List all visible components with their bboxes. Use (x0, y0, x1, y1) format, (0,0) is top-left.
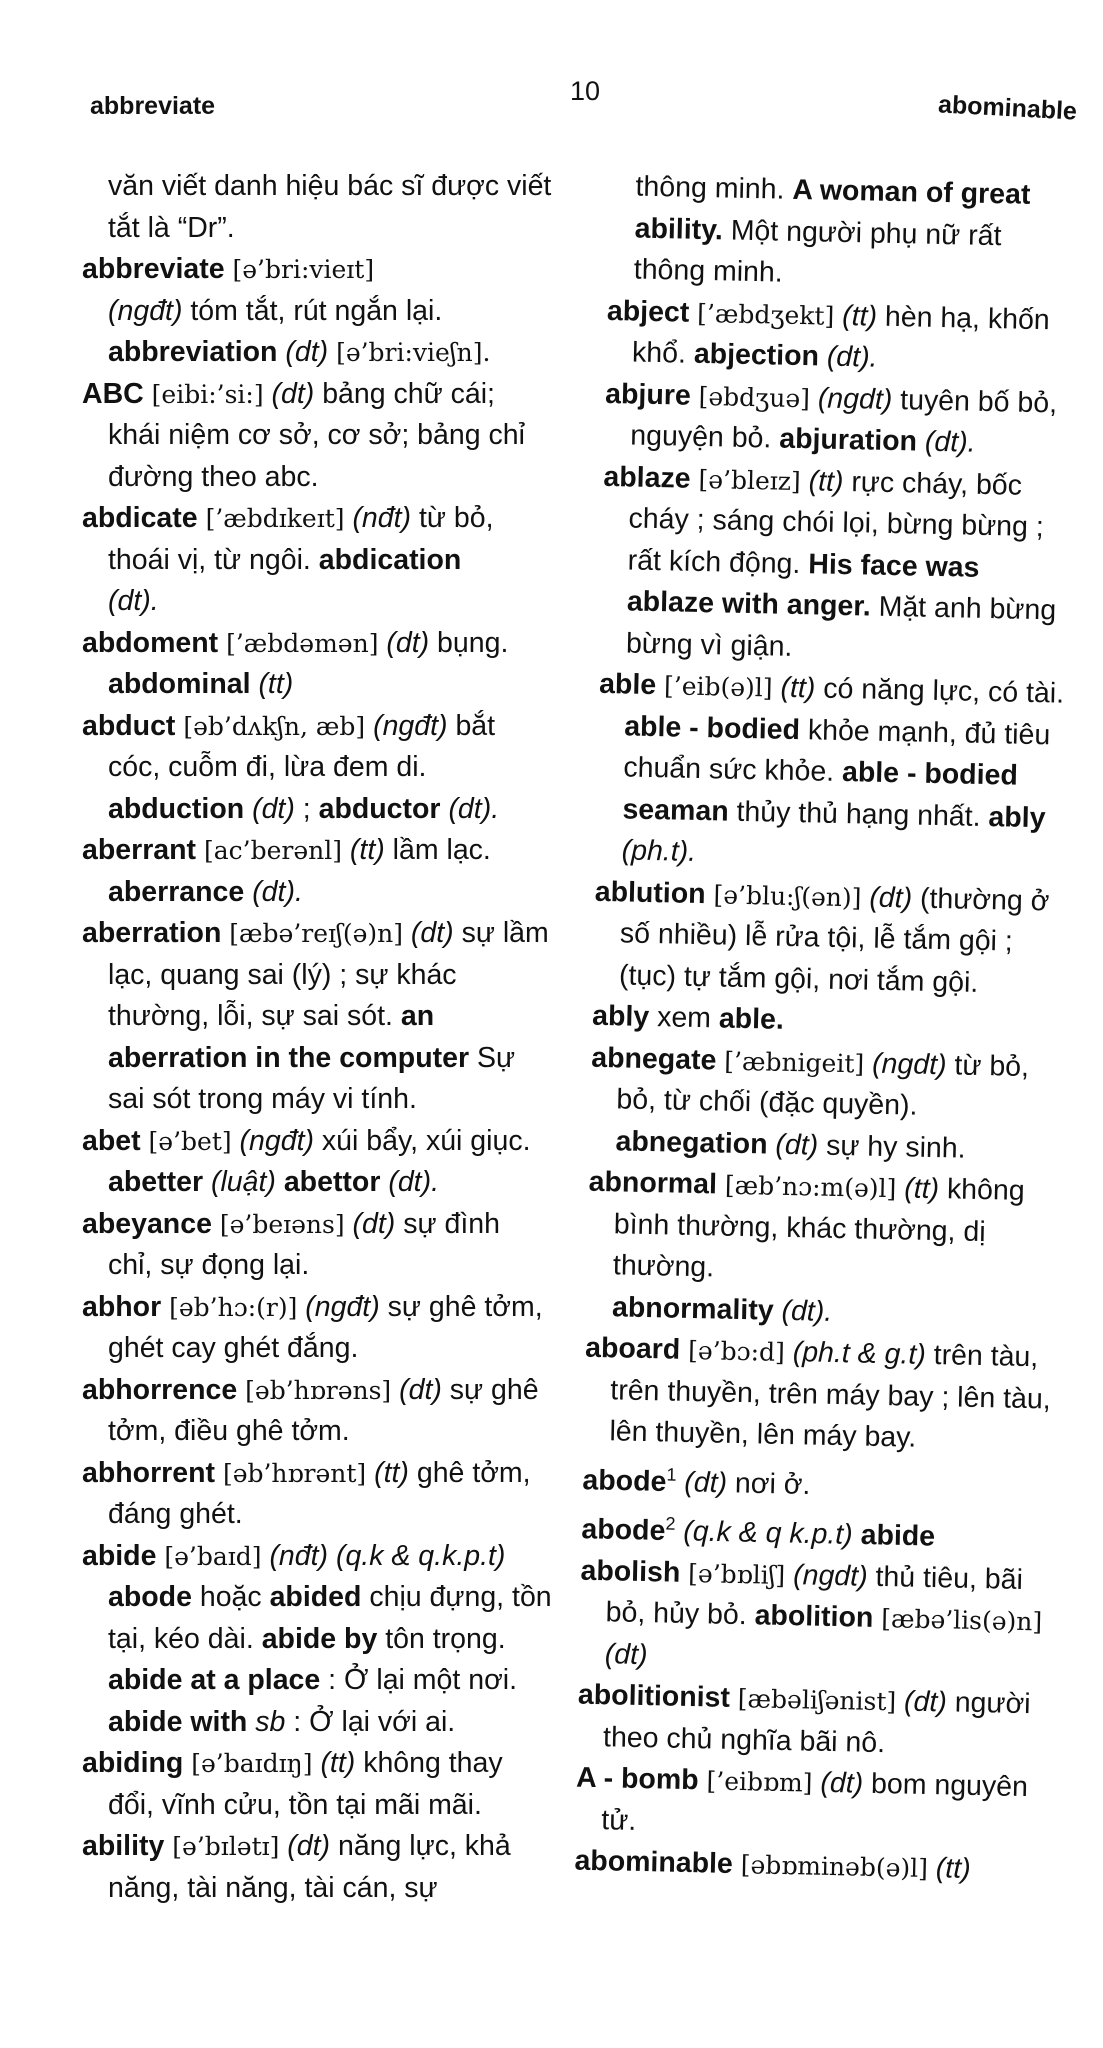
definition: nơi ở. (734, 1466, 811, 1501)
definition: hèn hạ, khốn khổ. (631, 300, 1051, 370)
pronunciation: [ə’bɔ:d] (687, 1335, 786, 1367)
entry-abbreviate (82, 249, 552, 374)
part-of-speech: (dt) (271, 377, 315, 410)
headword: abolitionist (577, 1678, 731, 1714)
headword: ability (82, 1830, 165, 1862)
pronunciation: [’æbdəmən] (226, 628, 379, 658)
entry-aboard (583, 1328, 1058, 1462)
pronunciation: [əbdʒuə] (698, 381, 811, 413)
definition: (thường ở số nhiều) lễ rửa tội, lễ tắm gội ; (tục) tự tắm gội, nơi tắm gội. (618, 882, 1050, 999)
definition: từ bỏ, thoái vị, từ ngôi. (108, 502, 494, 576)
definition: bụng. (437, 626, 509, 659)
entry-aberration (82, 913, 552, 1121)
entry-ablution (593, 871, 1068, 1005)
part-of-speech: (dt) (287, 1830, 331, 1862)
pronunciation: [’eib(ə)l] (663, 671, 773, 703)
example-translation: Sự sai sót trong máy vi tính. (108, 1041, 516, 1115)
part-of-speech: (tt) (374, 1456, 409, 1489)
part-of-speech: (tt) (935, 1852, 972, 1885)
part-of-speech: (tt) (903, 1172, 940, 1206)
example-translation: Một người phụ nữ rất thông minh. (633, 213, 1002, 289)
entry-abhorrent (82, 1453, 552, 1536)
pronunciation: [ə’baɪdɪŋ] (191, 1749, 313, 1778)
pronunciation: [ə’bri:vieʃn]. (336, 338, 491, 367)
pronunciation: [æbə’reɪʃ(ə)n] (229, 919, 403, 948)
definition: lầm lạc. (392, 834, 491, 866)
part-of-speech: (ph.t). (621, 834, 697, 868)
pronunciation: [ə’bet] (148, 1126, 232, 1156)
homonym-number: 1 (666, 1463, 677, 1485)
sub-entry-abduction (82, 789, 552, 831)
definition: không thay đổi, vĩnh cửu, tồn tại mãi mãi. (108, 1747, 503, 1821)
example-phrase: able - bodied (623, 709, 801, 746)
sub-headword: abolition (754, 1599, 874, 1634)
part-of-speech: (ngdt) (817, 381, 893, 416)
example-phrase: His face was ablaze with anger. (626, 547, 980, 623)
part-of-speech: (dt). (924, 425, 976, 459)
part-of-speech: (nđt) (352, 502, 412, 534)
definition: có năng lực, có tài. (822, 672, 1065, 710)
definition: bom nguyên tử. (601, 1767, 1029, 1837)
entry-abhor (82, 1287, 552, 1370)
headword: abominable (574, 1844, 734, 1880)
part-of-speech: (ngđt) (305, 1290, 380, 1323)
definition: tuyên bố bỏ, nguyện bỏ. (630, 383, 1058, 455)
headword: abode (582, 1463, 667, 1498)
headword: abet (82, 1124, 141, 1157)
definition: thủ tiêu, bãi bỏ, hủy bỏ. (605, 1560, 1024, 1632)
entry-abeyance (82, 1204, 552, 1287)
sub-entry-aberrance (82, 872, 552, 914)
part-of-speech: (tt) (780, 671, 816, 705)
part-of-speech: (ph.t & g.t) (792, 1336, 927, 1371)
part-of-speech: (tt) (349, 834, 385, 866)
headword: abode (581, 1512, 666, 1547)
pronunciation: [ə’bleɪz] (698, 464, 802, 496)
conjunction: hoặc (191, 1581, 270, 1613)
pronunciation: [əb’dʌkʃn, æb] (183, 711, 366, 741)
part-of-speech: (nđt) (q.k & q.k.p.t) (269, 1539, 506, 1572)
headword: abnegate (590, 1041, 717, 1076)
pronunciation: [ə’bri:vieɪt] (232, 255, 375, 284)
entry-continuation (607, 166, 1082, 300)
headword: abhorrence (82, 1373, 238, 1406)
entry-abdoment (82, 623, 552, 665)
pronunciation: [ə’baɪd] (164, 1541, 262, 1571)
entry-abolitionist (577, 1675, 1051, 1768)
definition: bảng chữ cái; khái niệm cơ sở, cơ sở; bảng chỉ đường theo abc. (108, 377, 525, 493)
cross-reference: able. (718, 1002, 785, 1036)
pronunciation: [’æbdʒekt] (696, 298, 835, 331)
headword: ablaze (603, 460, 691, 495)
entry-abolish (578, 1550, 1053, 1684)
entry-abjure (604, 373, 1078, 466)
cross-reference: abide (860, 1518, 936, 1553)
sub-headword: abdication (318, 543, 462, 576)
entry-abide (82, 1536, 552, 1744)
pronunciation: [’æbdɪkeɪt] (205, 504, 345, 533)
part-of-speech: (dt). (826, 340, 878, 374)
part-of-speech: (dt). (781, 1294, 833, 1328)
part-of-speech: (q.k & q k.p.t) (682, 1514, 854, 1551)
headword: A - bomb (575, 1761, 699, 1797)
sub-headword: abdominal (108, 668, 251, 700)
headword: aboard (584, 1331, 681, 1366)
pronunciation: [’æbnigeit] (724, 1046, 865, 1079)
headword: abdicate (82, 502, 198, 534)
headword: abiding (82, 1747, 184, 1779)
sub-headword: aberrance (108, 875, 245, 908)
sub-headword: ably (988, 800, 1046, 834)
entry-abdicate (82, 498, 552, 623)
definition: tóm tắt, rút ngắn lại. (190, 294, 443, 327)
pronunciation: [eibi:’si:] (151, 379, 264, 409)
part-of-speech: (dt) (604, 1637, 648, 1671)
inflection: abode (108, 1581, 192, 1613)
headword: aberration (82, 917, 222, 949)
definition: từ bỏ, bỏ, từ chối (đặc quyền). (616, 1048, 1030, 1122)
example-translation: tôn trọng. (377, 1622, 506, 1655)
pronunciation: [æbə’lis(ə)n] (880, 1604, 1043, 1637)
headword: abnormal (588, 1165, 718, 1201)
definition: trên tàu, trên thuyền, trên máy bay ; lên tàu, lên thuyền, lên máy bay. (609, 1339, 1052, 1454)
pronunciation: [ə’blu:ʃ(ən)] (713, 879, 862, 912)
page-number: 10 (570, 76, 601, 106)
part-of-speech: (tt) (258, 668, 294, 700)
part-of-speech: (dt) (820, 1766, 864, 1800)
part-of-speech: (dt) (399, 1373, 442, 1406)
part-of-speech: (dt) (410, 917, 454, 949)
definition: bắt cóc, cuỗm đi, lừa đem di. (108, 709, 496, 783)
headword: abbreviate (82, 253, 225, 285)
part-of-speech: (ngđt) (108, 294, 183, 327)
entry-abiding (82, 1743, 552, 1826)
entry-ablaze (600, 456, 1076, 673)
pronunciation: [ə’bɒliʃ] (687, 1558, 786, 1590)
sub-entry-abdominal (82, 664, 552, 706)
part-of-speech: (tt) (320, 1747, 356, 1779)
pronunciation: [’eibɒm] (706, 1766, 813, 1798)
definition: sự ghê tởm, ghét cay ghét đắng. (108, 1290, 543, 1364)
header-left-guide-word: abbreviate (90, 92, 216, 120)
headword: ablution (594, 875, 706, 910)
example-phrase: an aberration in the computer (108, 1000, 470, 1074)
sub-headword: abbreviation (108, 336, 278, 368)
part-of-speech: (dt). (448, 792, 500, 825)
entry-abhorrence (82, 1370, 552, 1453)
pronunciation: [æbəliʃənist] (737, 1684, 897, 1717)
example-translation: : Ở lại một nơi. (320, 1664, 518, 1696)
pronunciation: [æb’nɔ:m(ə)l] (724, 1170, 897, 1204)
pronunciation: [ac’berənl] (203, 836, 342, 865)
headword: ABC (82, 377, 144, 410)
part-of-speech: (dt). (252, 875, 303, 908)
definition: sự ghê tởm, điều ghê tởm. (108, 1373, 539, 1447)
definition: văn viết danh hiệu bác sĩ được viết tắt là “Dr”. (108, 170, 552, 244)
part-of-speech: (luật) (210, 1166, 276, 1198)
sub-headword: abettor (283, 1166, 381, 1198)
part-of-speech: (dt) (683, 1465, 728, 1499)
part-of-speech: (ngđt) (373, 709, 448, 742)
example-translation: Mặt anh bừng bừng vì giận. (625, 590, 1057, 663)
headword: abide (82, 1539, 157, 1572)
part-of-speech: (tt) (808, 464, 844, 498)
pronunciation: [əb’hɒrəns] (245, 1375, 392, 1405)
example-phrase: abide by (261, 1622, 378, 1655)
headword: ably (591, 999, 650, 1034)
sub-headword: abjection (693, 337, 820, 373)
part-of-speech: (dt) (775, 1128, 819, 1162)
part-of-speech: (dt). (108, 585, 159, 617)
headword: abduct (82, 709, 176, 742)
example-phrase: able - bodied seaman (622, 755, 1019, 828)
definition: sự hy sinh. (817, 1129, 966, 1165)
part-of-speech: (dt) (352, 1207, 396, 1240)
part-of-speech: (dt) (252, 792, 295, 825)
placeholder-sb: sb (247, 1705, 286, 1738)
headword: abolish (580, 1554, 681, 1589)
right-column (574, 166, 1082, 1892)
entry-abduct (82, 706, 552, 789)
sub-headword: abductor (318, 792, 441, 825)
entry-abnegate (590, 1037, 1064, 1130)
definition: người theo chủ nghĩa bãi nô. (602, 1686, 1031, 1759)
entry-a-bomb (575, 1758, 1049, 1851)
definition: không bình thường, khác thường, dị thường. (612, 1173, 1025, 1284)
pronunciation: [əb’hɒrənt] (222, 1458, 367, 1488)
headword: abject (606, 294, 690, 329)
part-of-speech: (dt) (869, 881, 913, 914)
entry-aberrant (82, 830, 552, 872)
headword: able (598, 667, 657, 702)
sub-headword: abetter (108, 1166, 204, 1198)
header-right-guide-word: abominable (937, 90, 1078, 126)
entry-able (595, 664, 1071, 881)
part-of-speech: (ngđt) (239, 1124, 314, 1157)
part-of-speech: (dt). (388, 1166, 440, 1198)
entry-abject (606, 290, 1080, 383)
definition: sự lầm lạc, quang sai (lý) ; sự khác thường, lỗi, sự sai sót. (108, 917, 549, 1032)
pronunciation: [ə’bɪlətɪ] (172, 1832, 280, 1861)
example-phrase: abide with (108, 1705, 248, 1738)
sub-headword: abjuration (778, 422, 918, 458)
example-phrase: abide at a place (108, 1664, 321, 1696)
definition: thông minh. (635, 170, 793, 206)
part-of-speech: (ngdt) (792, 1558, 868, 1593)
definition: sự đình chỉ, sự đọng lại. (108, 1207, 500, 1281)
headword: abjure (604, 377, 692, 412)
part-of-speech: (dt) (903, 1685, 948, 1719)
example-translation: khỏe mạnh, đủ tiêu chuẩn sức khỏe. (623, 713, 1051, 788)
entry-abc (82, 374, 552, 499)
example-translation: : Ở lại với ai. (285, 1705, 456, 1738)
sub-entry-abetter (82, 1162, 552, 1204)
part-of-speech: (tt) (841, 299, 878, 333)
separator: ; (294, 792, 319, 825)
entry-abominable (574, 1841, 1047, 1892)
definition: xúi bẩy, xúi giục. (321, 1124, 531, 1157)
headword: abdoment (82, 626, 219, 659)
entry-ability (82, 1826, 552, 1909)
pronunciation: [əbɒminəb(ə)l] (740, 1850, 929, 1884)
cross-reference-label: xem (648, 1001, 720, 1035)
definition: ghê tởm, đáng ghét. (108, 1456, 531, 1530)
entry-abet (82, 1121, 552, 1163)
pronunciation: [ə’beɪəns] (219, 1209, 345, 1239)
definition: chịu đựng, tồn tại, kéo dài. (108, 1581, 552, 1655)
part-of-speech: (dt) (386, 626, 430, 659)
example-translation: thủy thủ hạng nhất. (728, 795, 989, 833)
entry-abnormal (587, 1162, 1062, 1296)
entry-continuation (82, 166, 552, 249)
pronunciation: [əb’hɔ:(r)] (169, 1292, 298, 1322)
sub-headword: abduction (108, 792, 245, 825)
sub-headword: abnegation (615, 1124, 768, 1161)
definition: năng lực, khả năng, tài năng, tài cán, sự (108, 1830, 511, 1904)
sub-headword: abnormality (611, 1290, 774, 1327)
part-of-speech: (dt) (285, 336, 329, 368)
inflection: abided (269, 1581, 362, 1613)
left-column (82, 166, 552, 1909)
headword: abeyance (82, 1207, 212, 1240)
homonym-number: 2 (665, 1512, 676, 1534)
headword: abhor (82, 1290, 162, 1323)
headword: aberrant (82, 834, 197, 866)
example-phrase: A woman of great ability. (634, 173, 1031, 246)
headword: abhorrent (82, 1456, 216, 1489)
definition: rực cháy, bốc cháy ; sáng chói lọi, bừng bừng ; rất kích động. (627, 465, 1045, 580)
part-of-speech: (ngdt) (871, 1047, 947, 1081)
